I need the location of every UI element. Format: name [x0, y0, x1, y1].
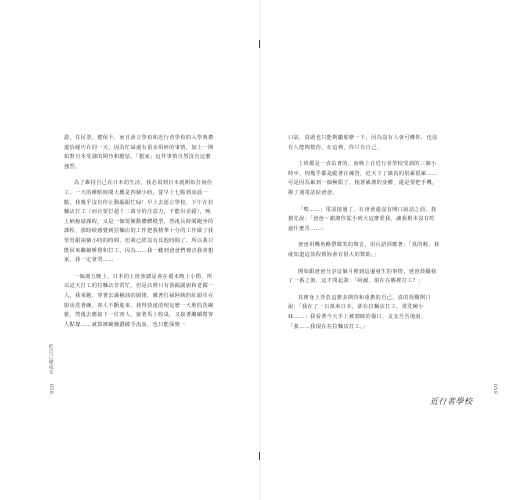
right-paragraph-1: 口氣，眉頭也只能夠皺那麼一下，因為沒有人會可憐你，也沒有人能夠幫你，在這裡，你只有自己。: [288, 135, 438, 151]
running-title: 把自己變成光: [48, 344, 54, 375]
right-page: [260, 0, 520, 500]
page-number-right: 059: [492, 384, 498, 395]
right-paragraph-2: 上班都是一直站著的，而晚上在近行者學校受訓的三個小時中，則幾乎都是跪著在練習，近天下了課真的很累很累……可是因為累到一個極限了，拖著累壞的身體，還是要把手機，撥了通電話給爸爸。: [288, 161, 438, 196]
left-paragraph-1: 證，住民票、健保卡，而且語言學校和近行者學校的入學典禮還恰碰巧在同一天，因為忙碌還有很多煩碎的事情，加上一開始對日本受課的期待和膽怯，「想家」這件事情自然沒有這麼強烈。: [64, 135, 214, 170]
right-page-body: [288, 134, 440, 339]
left-paragraph-2: 為了維持自己在日本的生活，我必須到日本就開始打兩份工，一天的睡眠時間大概是四個小時，從早上七點到凌晨一點，我幾乎沒有停止動腦跟忙碌！早上去語言學校，下午在拉麵店打工（而且要打超十二萬分的注意力，不能出差錯），晚上納稅請課程，又是一個要搬動體體模型，然後長時間跑坐的課程，那時候感覺到拉麵店的工作把我精華十分的工作做了我學習跟兩個小時的時間，但我已經沒有其他時間了，所以我只能回來繼續睡覺和打工，因為……我一聽到爸爸們聲音我會想家，我一定會哭……: [64, 180, 214, 264]
handwritten-signature: 近行者學校: [430, 397, 473, 406]
left-page-body: [64, 134, 216, 337]
right-paragraph-3: 「喂……」電話接通了，在爸爸還沒有開口說話之前，我搶先說：「爸爸～謝謝你從小到大這麼愛我，讓我根本沒有吃過什麼苦……」: [288, 206, 437, 232]
page-number-left: 058: [48, 384, 54, 395]
left-paragraph-3: 一個週五晚上，日本的上班族總是會在週末晚上小酌，所以這天打工的拉麵店非常忙，但是店裡只有我跟副廚和老闆一人，我來跑、穿著去滿桶油的圍裙，戴著打掃阿姨的紅頭巾在廚房洗著碗，客人不斷進來，我得快速清理這麼一大堆的洗碗篋，然後去應接下一位客人，接著馬上收桌，又接著繼續幫客人點餐……就算被碗盤劃破手流血，也只能深吸一: [64, 273, 214, 328]
right-paragraph-4: 爸爸用嘴角略帶微笑的聲音，用台語回應著：「真的喔，我就知道這款程到妳會有很大的幫助。」: [288, 242, 440, 258]
right-paragraph-6: 其實身上背負這麼多期待和重擔的自己，真的很難開口說：「我在了一百萬來日本，卻在拉麵店打工，當洗碗小妹……」我看著今天手上被割破的傷口，支支吾吾地說：「我……我現在在拉麵店打工。」: [288, 294, 431, 330]
right-paragraph-5: 開始跟爸爸分享這個月裡到這邊發生的事情，爸爸鼓勵我了一番之後，這才問起我：「阿爾，現在在哪裡打工？」: [288, 268, 437, 285]
